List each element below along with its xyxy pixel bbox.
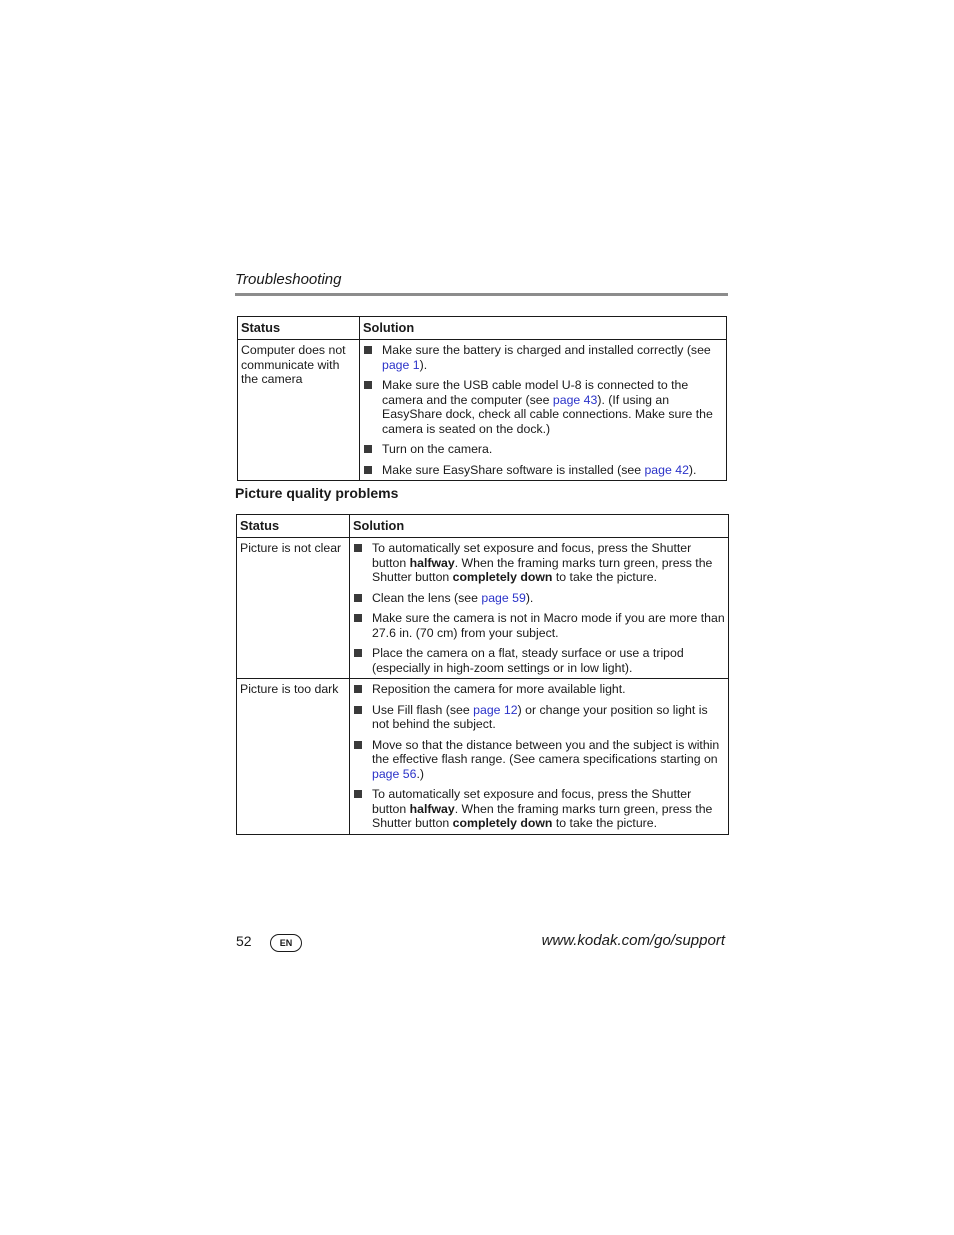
support-url[interactable]: www.kodak.com/go/support xyxy=(541,932,725,949)
bullet-square-icon xyxy=(364,381,372,389)
bullet-square-icon xyxy=(364,445,372,453)
column-header-solution: Solution xyxy=(350,515,729,538)
header-divider xyxy=(235,293,728,296)
section-header-title: Troubleshooting xyxy=(235,271,342,288)
table-row xyxy=(237,679,729,835)
page-link[interactable]: page 12 xyxy=(473,702,518,717)
bullet-square-icon xyxy=(354,790,362,798)
solution-cell xyxy=(350,679,729,835)
table-header-row xyxy=(238,317,727,340)
table-row xyxy=(237,538,729,679)
bullet-square-icon xyxy=(354,614,362,622)
section-title: Picture quality problems xyxy=(235,485,399,501)
status-cell: Picture is not clear xyxy=(237,538,350,679)
page-link[interactable]: page 43 xyxy=(552,392,598,407)
solution-cell xyxy=(350,538,729,679)
table-row xyxy=(238,340,727,481)
page-link[interactable]: page 59 xyxy=(481,590,526,605)
solution-item: Make sure EasyShare software is installed (see page 42). xyxy=(362,463,723,478)
page-link[interactable]: page 56 xyxy=(372,766,417,781)
solution-item: Move so that the distance between you and the subject is within the effective flash range. (See camera specifications starting on page 56.) xyxy=(352,738,725,782)
troubleshooting-table-computer xyxy=(237,316,727,481)
status-cell: Computer does not communicate with the camera xyxy=(238,340,360,481)
troubleshooting-table-picture-quality xyxy=(236,514,729,835)
page-number: 52 xyxy=(236,933,252,949)
bullet-square-icon xyxy=(354,649,362,657)
solution-item: Place the camera on a flat, steady surface or use a tripod (especially in high-zoom settings or in low light). xyxy=(352,646,725,675)
language-badge: EN xyxy=(270,934,302,952)
column-header-status: Status xyxy=(238,317,360,340)
solution-item: Reposition the camera for more available light. xyxy=(352,682,725,697)
table-header-row xyxy=(237,515,729,538)
solution-item: To automatically set exposure and focus, press the Shutter button halfway. When the framing marks turn green, press the Shutter button completely down to take the picture. xyxy=(352,787,725,831)
bullet-square-icon xyxy=(364,346,372,354)
solution-item: Make sure the USB cable model U-8 is connected to the camera and the computer (see page 43). (If using an EasyShare dock, check all cable connections. Make sure the camera is seated on the dock.) xyxy=(362,378,723,436)
solution-item: To automatically set exposure and focus, press the Shutter button halfway. When the framing marks turn green, press the Shutter button completely down to take the picture. xyxy=(352,541,725,585)
column-header-solution: Solution xyxy=(360,317,727,340)
bullet-square-icon xyxy=(354,685,362,693)
column-header-status: Status xyxy=(237,515,350,538)
bullet-square-icon xyxy=(354,741,362,749)
page-link[interactable]: page 1 xyxy=(382,357,420,372)
solution-cell xyxy=(360,340,727,481)
solution-item: Use Fill flash (see page 12) or change your position so light is not behind the subject. xyxy=(352,703,725,732)
status-cell: Picture is too dark xyxy=(237,679,350,835)
page-link[interactable]: page 42 xyxy=(644,462,689,477)
solution-item: Turn on the camera. xyxy=(362,442,723,457)
solution-item: Make sure the battery is charged and installed correctly (see page 1). xyxy=(362,343,723,372)
bullet-square-icon xyxy=(364,466,372,474)
solution-item: Clean the lens (see page 59). xyxy=(352,591,725,606)
bullet-square-icon xyxy=(354,706,362,714)
bullet-square-icon xyxy=(354,594,362,602)
solution-item: Make sure the camera is not in Macro mode if you are more than 27.6 in. (70 cm) from your subject. xyxy=(352,611,725,640)
bullet-square-icon xyxy=(354,544,362,552)
